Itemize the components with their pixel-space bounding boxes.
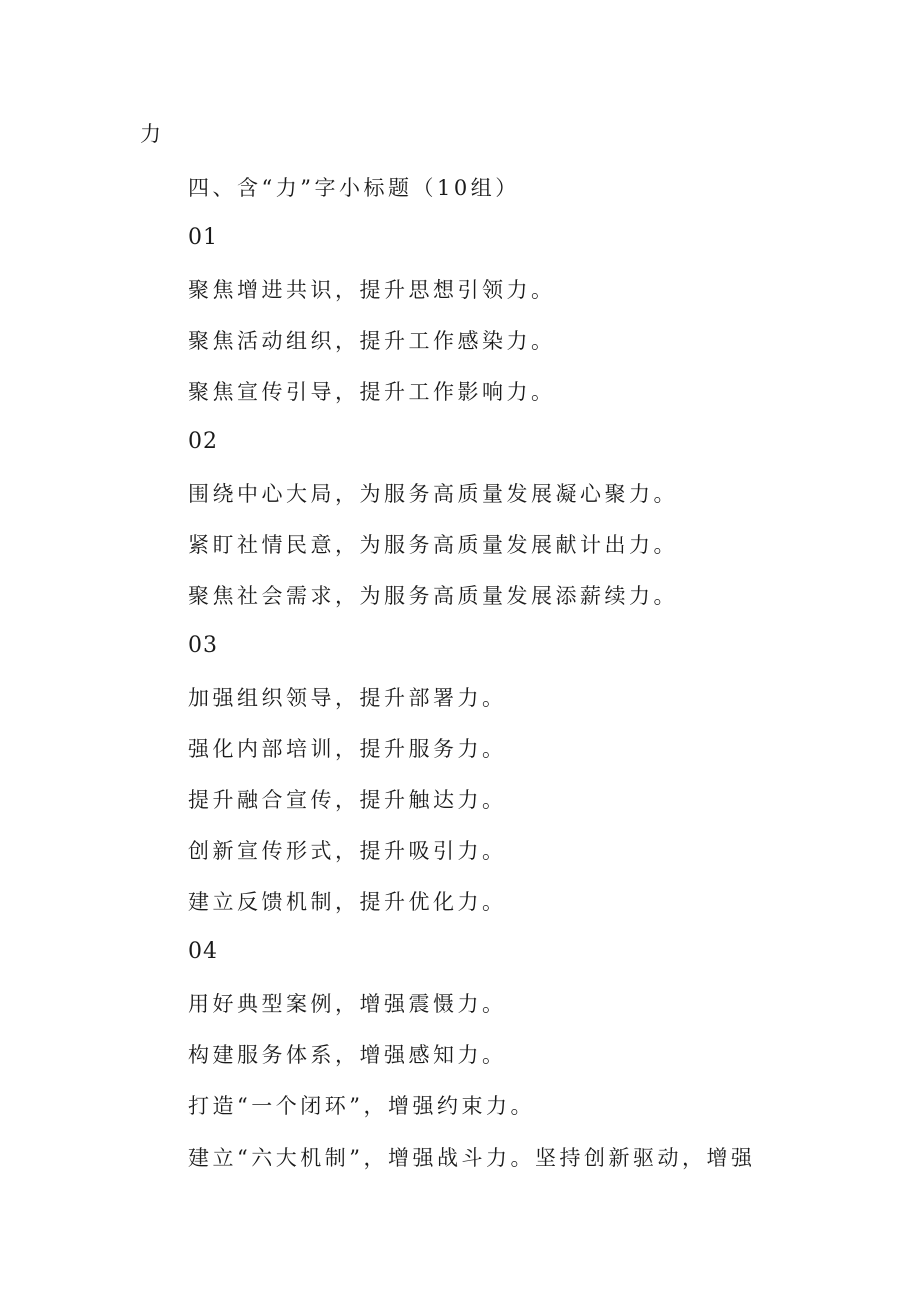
list-item: 建立反馈机制，提升优化力。	[188, 890, 507, 914]
section-heading: 四、含“力”字小标题（10组）	[188, 176, 520, 200]
group-number: 02	[188, 429, 218, 454]
list-item: 打造“一个闭环”，增强约束力。	[188, 1094, 535, 1118]
list-item: 聚焦宣传引导，提升工作影响力。	[188, 380, 556, 404]
list-item: 提升融合宣传，提升触达力。	[188, 788, 507, 812]
list-item: 构建服务体系，增强感知力。	[188, 1043, 507, 1067]
group-number: 04	[188, 939, 218, 964]
list-item: 强化内部培训，提升服务力。	[188, 737, 507, 761]
group-number: 03	[188, 633, 218, 658]
list-item: 紧盯社情民意，为服务高质量发展献计出力。	[188, 533, 678, 557]
list-item: 聚焦社会需求，为服务高质量发展添薪续力。	[188, 584, 678, 608]
list-item: 围绕中心大局，为服务高质量发展凝心聚力。	[188, 482, 678, 506]
group-number: 01	[188, 225, 218, 250]
continuation-text: 力	[140, 122, 165, 146]
list-item: 加强组织领导，提升部署力。	[188, 686, 507, 710]
list-item: 建立“六大机制”，增强战斗力。坚持创新驱动，增强	[188, 1146, 756, 1170]
list-item: 聚焦增进共识，提升思想引领力。	[188, 278, 556, 302]
list-item: 聚焦活动组织，提升工作感染力。	[188, 329, 556, 353]
list-item: 用好典型案例，增强震慑力。	[188, 992, 507, 1016]
list-item: 创新宣传形式，提升吸引力。	[188, 839, 507, 863]
